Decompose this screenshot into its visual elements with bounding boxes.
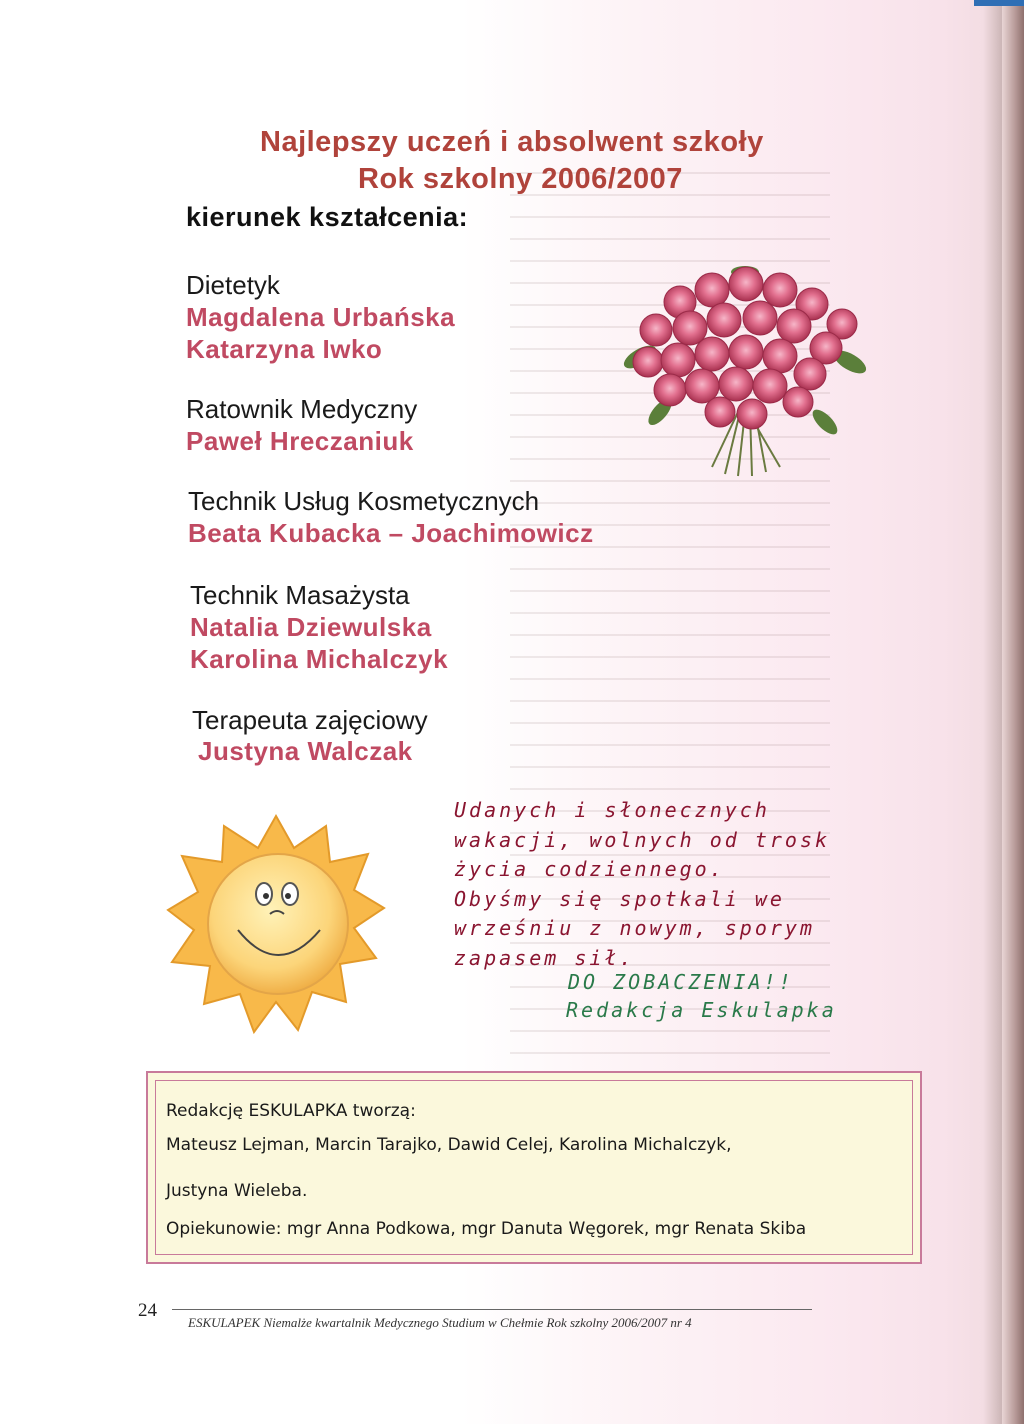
student-name: Beata Kubacka – Joachimowicz: [188, 518, 594, 548]
greeting-text: Udanych i słonecznych wakacji, wolnych od trosk życia codziennego. Obyśmy się spotkali we wrześniu z nowym, sporym zapasem sił.: [454, 798, 831, 970]
footer-text: ESKULAPEK Niemalże kwartalnik Medycznego Studium w Chełmie Rok szkolny 2006/2007 nr 4: [188, 1315, 692, 1330]
editors-members-cont: Justyna Wieleba.: [166, 1181, 308, 1201]
page-number: 24: [138, 1300, 157, 1321]
student-name: Magdalena Urbańska: [186, 302, 456, 332]
school-year-title: Rok szkolny 2006/2007: [358, 163, 683, 195]
program-name: Technik Usług Kosmetycznych: [188, 486, 540, 516]
greeting-closing: DO ZOBACZENIA!!: [568, 970, 794, 994]
editors-members: Mateusz Lejman, Marcin Tarajko, Dawid Celej, Karolina Michalczyk,: [166, 1135, 732, 1155]
student-name: Karolina Michalczyk: [190, 644, 449, 674]
program-name: Technik Masażysta: [190, 580, 410, 610]
student-name: Justyna Walczak: [198, 736, 413, 766]
sun-image: [166, 812, 386, 1038]
page-title: Najlepszy uczeń i absolwent szkoły: [260, 126, 764, 158]
program-name: Terapeuta zajęciowy: [192, 705, 428, 735]
footer-rule: [172, 1309, 812, 1310]
program-name: Dietetyk: [186, 270, 280, 300]
page-edge: [1002, 0, 1024, 1424]
student-name: Natalia Dziewulska: [190, 612, 432, 642]
student-name: Katarzyna Iwko: [186, 334, 383, 364]
editors-heading: Redakcję ESKULAPKA tworzą:: [166, 1101, 416, 1121]
cover-strip: [974, 0, 1024, 6]
student-name: Paweł Hreczaniuk: [186, 426, 414, 456]
section-heading: kierunek kształcenia:: [186, 202, 469, 232]
greeting-signature: Redakcja Eskulapka: [566, 998, 837, 1022]
editors-box: [146, 1071, 922, 1264]
editors-supervisors: Opiekunowie: mgr Anna Podkowa, mgr Danuta Węgorek, mgr Renata Skiba: [166, 1219, 807, 1239]
bouquet-image: [620, 262, 870, 480]
program-name: Ratownik Medyczny: [186, 394, 418, 424]
